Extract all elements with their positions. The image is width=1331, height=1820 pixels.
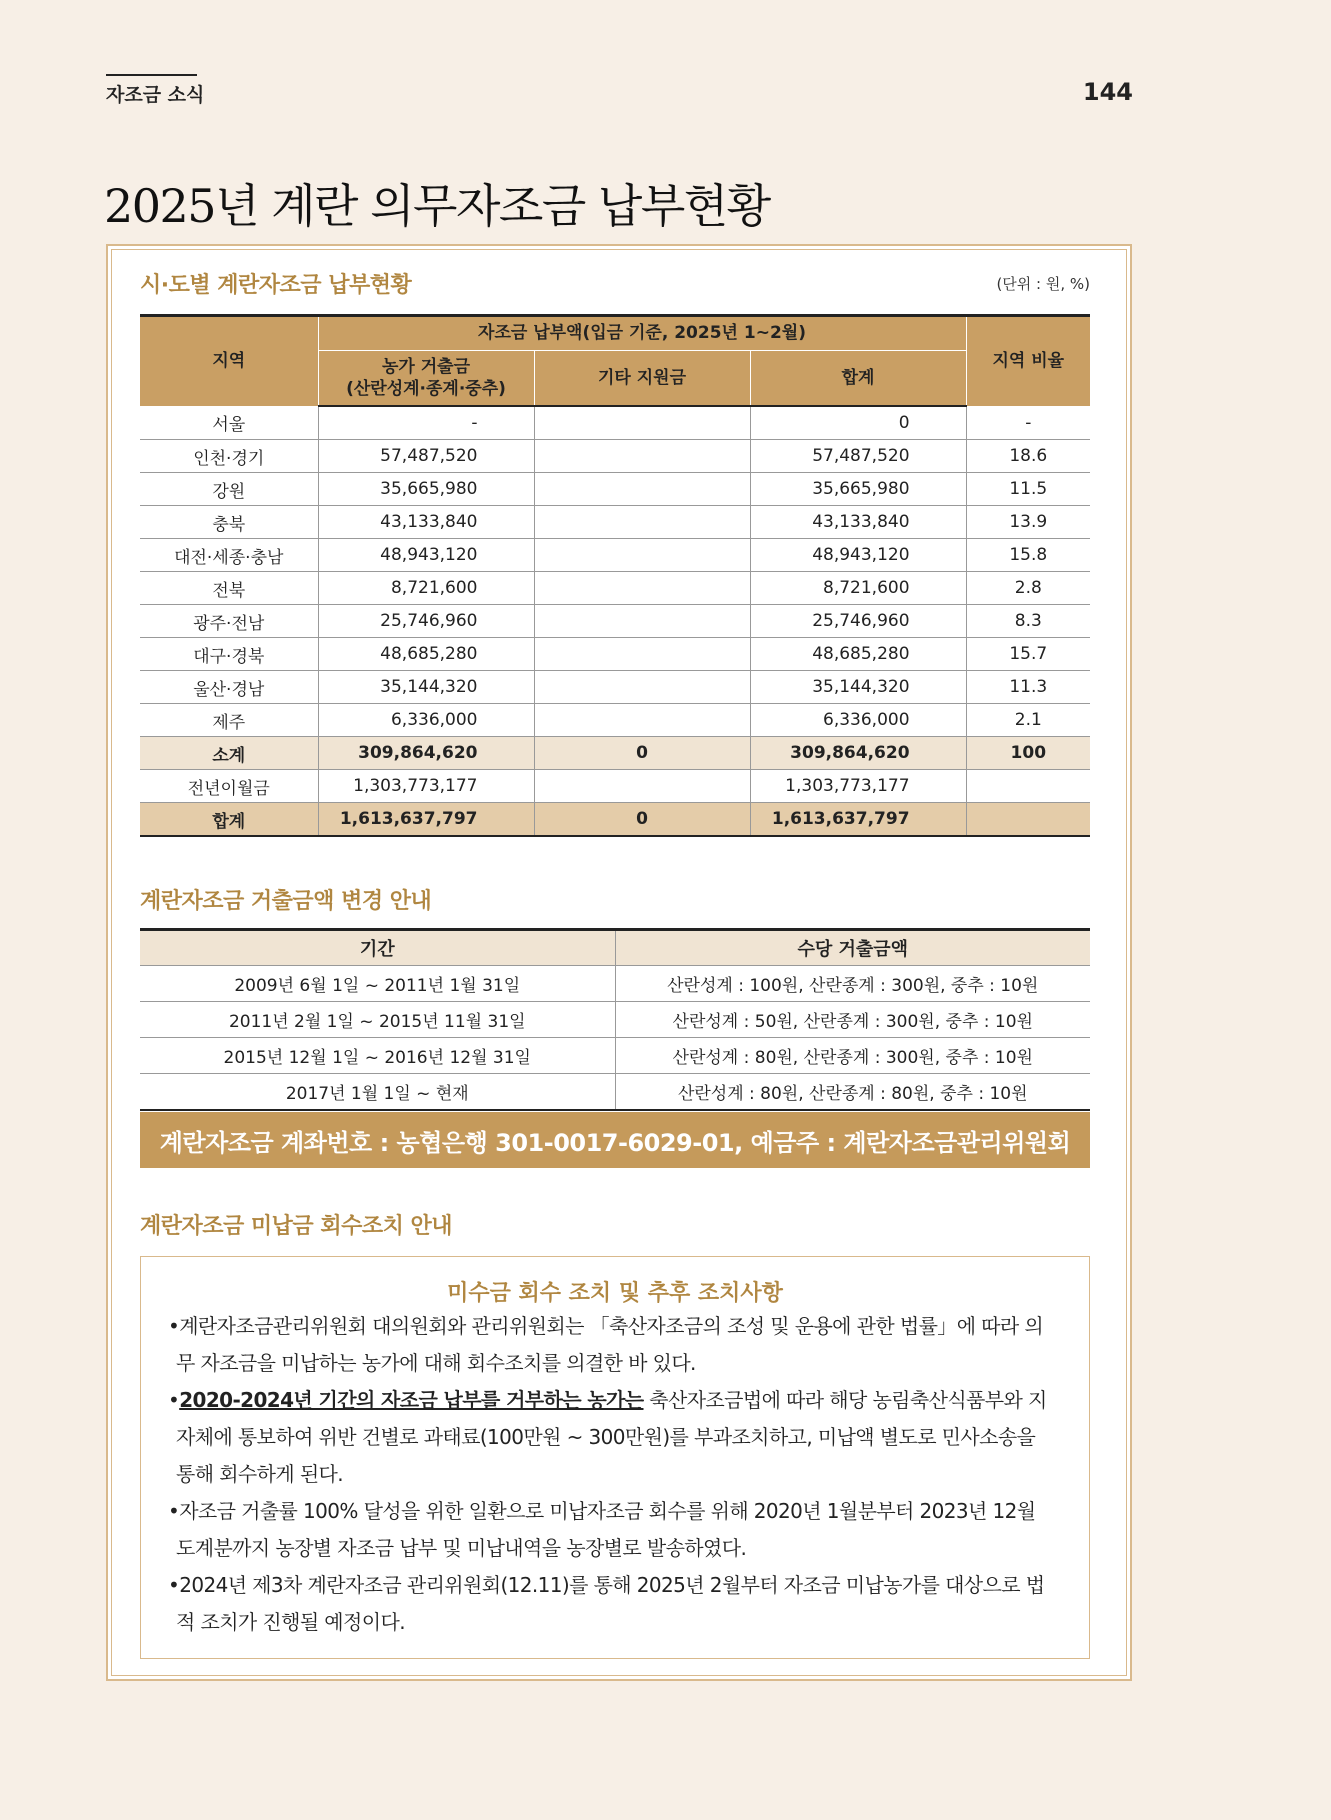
cell-other [534, 671, 750, 704]
table-row [140, 638, 1090, 671]
cell-sum: 0 [750, 406, 966, 440]
cell-other [534, 704, 750, 737]
col-farm-line1: 농가 거출금 [381, 356, 471, 377]
cell-region: 강원 [140, 473, 318, 506]
col-ratio: 지역 비율 [966, 316, 1090, 407]
levy-change-table [140, 928, 1090, 1111]
cell-other [534, 605, 750, 638]
cell-sum: 309,864,620 [750, 737, 966, 770]
cell-sum: 48,943,120 [750, 539, 966, 572]
cell-farm: 8,721,600 [318, 572, 534, 605]
notice-item-text: •자조금 거출률 100% 달성을 위한 일환으로 미납자조금 회수를 위해 2020년 1월분부터 2023년 12월 도계분까지 농장별 자조금 납부 및 미납내역을 농장별로 발송하였다. [168, 1499, 1036, 1560]
cell-region: 충북 [140, 506, 318, 539]
cell-farm: 48,943,120 [318, 539, 534, 572]
cell-ratio: 13.9 [966, 506, 1090, 539]
cell-farm: 1,303,773,177 [318, 770, 534, 803]
cell-region: 합계 [140, 803, 318, 837]
col-farm [318, 351, 534, 407]
table-row [140, 737, 1090, 770]
cell-ratio: 11.5 [966, 473, 1090, 506]
cell-farm: 48,685,280 [318, 638, 534, 671]
col-farm-line2: (산란성계·종계·중추) [346, 379, 506, 399]
cell-amount: 산란성계 : 100원, 산란종계 : 300원, 중추 : 10원 [615, 966, 1090, 1002]
cell-region: 대구·경북 [140, 638, 318, 671]
cell-ratio: 100 [966, 737, 1090, 770]
cell-farm: - [318, 406, 534, 440]
section-label: 자조금 소식 [106, 84, 205, 106]
cell-other: 0 [534, 737, 750, 770]
table-row [140, 1074, 1090, 1111]
table-row [140, 440, 1090, 473]
cell-ratio: 11.3 [966, 671, 1090, 704]
cell-region: 전북 [140, 572, 318, 605]
cell-amount: 산란성계 : 50원, 산란종계 : 300원, 중추 : 10원 [615, 1002, 1090, 1038]
header-rule [106, 74, 197, 76]
table1-subtitle: 시·도별 계란자조금 납부현황 [140, 273, 412, 298]
cell-other [534, 473, 750, 506]
cell-amount: 산란성계 : 80원, 산란종계 : 300원, 중추 : 10원 [615, 1038, 1090, 1074]
col-sum: 합계 [750, 351, 966, 407]
notice-item-text: 축산자조금법에 따라 해당 농림축산식품부와 지자체에 통보하여 위반 건별로 과태료(100만원 ~ 300만원)를 부과조치하고, 미납액 별도로 민사소송을 통해 회수하게 된다. [176, 1388, 1047, 1486]
cell-period: 2011년 2월 1일 ~ 2015년 11월 31일 [140, 1002, 615, 1038]
cell-sum: 57,487,520 [750, 440, 966, 473]
table-row [140, 770, 1090, 803]
cell-ratio: 2.8 [966, 572, 1090, 605]
page-title: 2025년 계란 의무자조금 납부현황 [104, 179, 770, 233]
unit-note: (단위 : 원, %) [996, 275, 1090, 293]
cell-sum: 1,303,773,177 [750, 770, 966, 803]
cell-sum: 8,721,600 [750, 572, 966, 605]
cell-ratio: 18.6 [966, 440, 1090, 473]
col-region: 지역 [140, 316, 318, 407]
cell-other [534, 572, 750, 605]
cell-region: 인천·경기 [140, 440, 318, 473]
cell-farm: 35,144,320 [318, 671, 534, 704]
notice-item-text: •계란자조금관리위원회 대의원회와 관리위원회는 「축산자조금의 조성 및 운용에 관한 법률」에 따라 의무 자조금을 미납하는 농가에 대해 회수조치를 의결한 바 있다. [168, 1314, 1044, 1375]
cell-other [534, 506, 750, 539]
notice-item [168, 1308, 1058, 1382]
cell-sum: 48,685,280 [750, 638, 966, 671]
table2-subtitle: 계란자조금 거출금액 변경 안내 [140, 889, 432, 914]
cell-ratio: 15.7 [966, 638, 1090, 671]
cell-farm: 6,336,000 [318, 704, 534, 737]
regional-payment-table [140, 314, 1090, 837]
notice-item [168, 1493, 1058, 1567]
page-number: 144 [1082, 78, 1133, 106]
table-row [140, 473, 1090, 506]
cell-region: 전년이월금 [140, 770, 318, 803]
col-amount: 수당 거출금액 [615, 930, 1090, 966]
cell-period: 2017년 1월 1일 ~ 현재 [140, 1074, 615, 1111]
cell-sum: 35,665,980 [750, 473, 966, 506]
cell-other: 0 [534, 803, 750, 837]
col-period: 기간 [140, 930, 615, 966]
cell-other [534, 638, 750, 671]
notice-box-title: 미수금 회수 조치 및 추후 조치사항 [447, 1281, 783, 1306]
cell-region: 서울 [140, 406, 318, 440]
cell-other [534, 406, 750, 440]
table-row [140, 506, 1090, 539]
cell-farm: 57,487,520 [318, 440, 534, 473]
notice-item: •2020-2024년 기간의 자조금 납부를 거부하는 농가는 축산자조금법에 따라 해당 농림축산식품부와 지자체에 통보하여 위반 건별로 과태료(100만원 ~ 300만원)를 부과조치하고, 미납액 별도로 민사소송을 통해 회수하게 된다. [168, 1388, 1047, 1486]
cell-region: 소계 [140, 737, 318, 770]
cell-ratio: - [966, 406, 1090, 440]
notice-item-text: •2024년 제3차 계란자조금 관리위원회(12.11)를 통해 2025년 2월부터 자조금 미납농가를 대상으로 법적 조치가 진행될 예정이다. [168, 1573, 1045, 1634]
cell-region: 울산·경남 [140, 671, 318, 704]
cell-farm: 309,864,620 [318, 737, 534, 770]
notice-item-lead: 2020-2024년 기간의 자조금 납부를 거부하는 농가는 [179, 1388, 644, 1412]
cell-sum: 6,336,000 [750, 704, 966, 737]
table-row [140, 671, 1090, 704]
cell-period: 2015년 12월 1일 ~ 2016년 12월 31일 [140, 1038, 615, 1074]
cell-sum: 35,144,320 [750, 671, 966, 704]
cell-ratio [966, 770, 1090, 803]
cell-farm: 43,133,840 [318, 506, 534, 539]
col-other: 기타 지원금 [534, 351, 750, 407]
notice-item [168, 1567, 1058, 1641]
table-row [140, 605, 1090, 638]
cell-region: 제주 [140, 704, 318, 737]
cell-amount: 산란성계 : 80원, 산란종계 : 80원, 중추 : 10원 [615, 1074, 1090, 1111]
col-group: 자조금 납부액(입금 기준, 2025년 1~2월) [318, 316, 966, 351]
cell-farm: 25,746,960 [318, 605, 534, 638]
cell-ratio: 15.8 [966, 539, 1090, 572]
cell-other [534, 770, 750, 803]
table-row [140, 572, 1090, 605]
cell-period: 2009년 6월 1일 ~ 2011년 1월 31일 [140, 966, 615, 1002]
notice-subtitle: 계란자조금 미납금 회수조치 안내 [140, 1214, 453, 1239]
table-row [140, 1038, 1090, 1074]
cell-farm: 1,613,637,797 [318, 803, 534, 837]
table-row [140, 539, 1090, 572]
table-row [140, 803, 1090, 837]
cell-sum: 1,613,637,797 [750, 803, 966, 837]
cell-ratio [966, 803, 1090, 837]
cell-sum: 43,133,840 [750, 506, 966, 539]
table-row [140, 406, 1090, 440]
cell-region: 광주·전남 [140, 605, 318, 638]
cell-sum: 25,746,960 [750, 605, 966, 638]
cell-other [534, 539, 750, 572]
account-banner: 계란자조금 계좌번호 : 농협은행 301-0017-6029-01, 예금주 : 계란자조금관리위원회 [140, 1112, 1090, 1168]
cell-farm: 35,665,980 [318, 473, 534, 506]
cell-region: 대전·세종·충남 [140, 539, 318, 572]
cell-other [534, 440, 750, 473]
cell-ratio: 8.3 [966, 605, 1090, 638]
table-row [140, 704, 1090, 737]
cell-ratio: 2.1 [966, 704, 1090, 737]
table-row [140, 1002, 1090, 1038]
notice-list [168, 1308, 1058, 1641]
table-row [140, 966, 1090, 1002]
